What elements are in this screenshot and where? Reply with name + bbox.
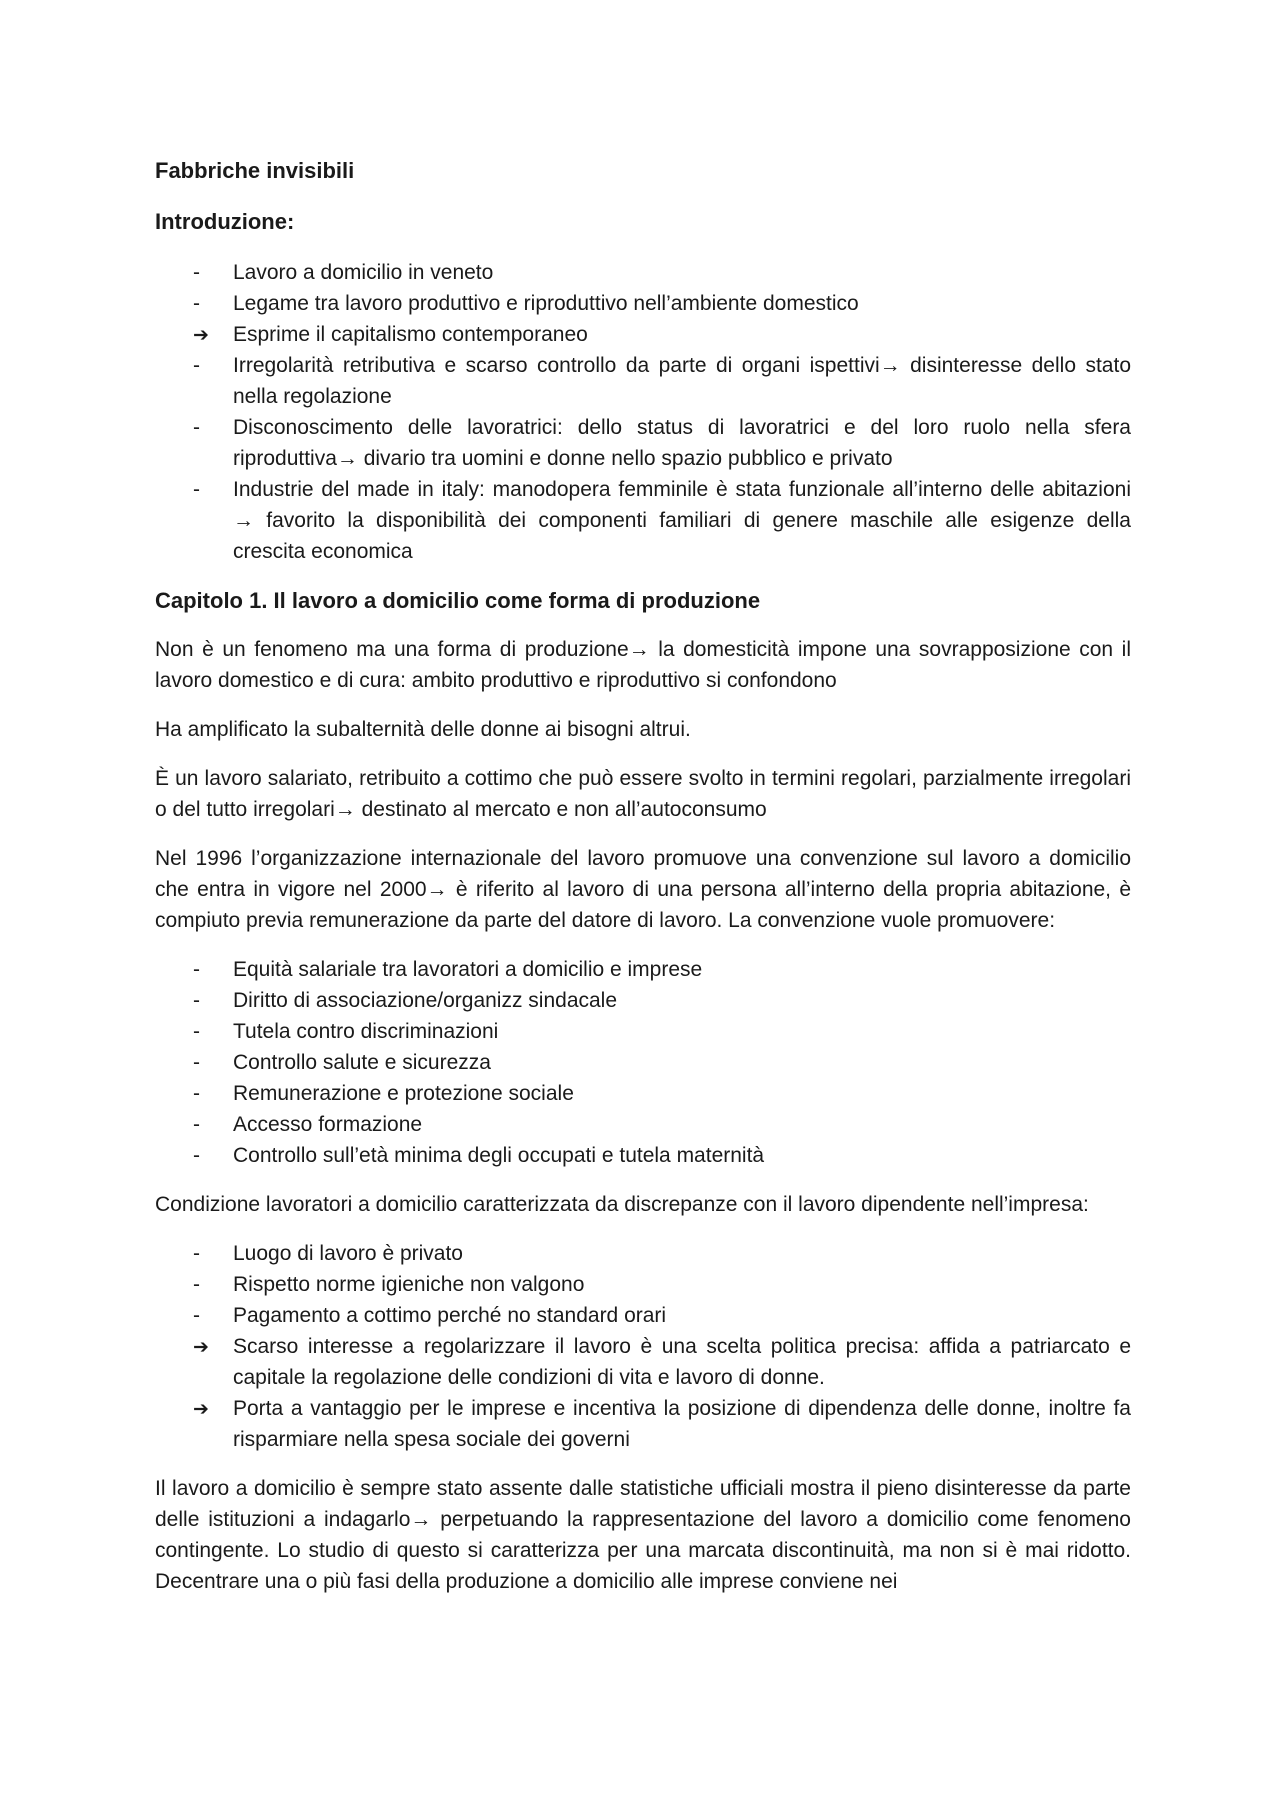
- list-item-text: Lavoro a domicilio in veneto: [233, 261, 494, 284]
- list-item: [155, 1047, 1131, 1078]
- list-item: [155, 412, 1131, 474]
- list-item: [155, 350, 1131, 412]
- chapter-1-heading: Capitolo 1. Il lavoro a domicilio come forma di produzione: [155, 588, 761, 613]
- dash-bullet-icon: [193, 985, 221, 1016]
- list-item-text: Disconoscimento delle lavoratrici: dello status di lavoratrici e del loro ruolo nella sfera riproduttiva→ divario tra uomini e donne nello spazio pubblico e privato: [233, 416, 1131, 470]
- dash-bullet-icon: [193, 1016, 221, 1047]
- dash-bullet-icon: [193, 474, 221, 505]
- list-item: [155, 1140, 1131, 1171]
- paragraph-6: Il lavoro a domicilio è sempre stato assente dalle statistiche ufficiali mostra il pieno disinteresse da parte delle istituzioni a indagarlo→ perpetuando la rappresentazione del lavoro a domicilio come fenomeno contingente. Lo studio di questo si caratterizza per una marcata discontinuità, ma non si è mai ridotto. Decentrare una o più fasi della produzione a domicilio alle imprese conviene nei: [155, 1477, 1131, 1593]
- list-item: [155, 1269, 1131, 1300]
- paragraph-2: Ha amplificato la subalternità delle donne ai bisogni altrui.: [155, 718, 691, 741]
- list-item-text: Luogo di lavoro è privato: [233, 1242, 463, 1265]
- list-item-text: Controllo sull’età minima degli occupati e tutela maternità: [233, 1144, 765, 1167]
- arrow-bullet-icon: [193, 1393, 221, 1425]
- list-item: [155, 474, 1131, 567]
- dash-bullet-icon: [193, 1300, 221, 1331]
- list-item: [155, 1078, 1131, 1109]
- list-item-text: Equità salariale tra lavoratori a domicilio e imprese: [233, 958, 703, 981]
- paragraph-4: Nel 1996 l’organizzazione internazionale del lavoro promuove una convenzione sul lavoro a domicilio che entra in vigore nel 2000→ è riferito al lavoro di una persona all’interno della propria abitazione, è compiuto previa remunerazione da parte del datore di lavoro. La convenzione vuole promuovere:: [155, 847, 1131, 932]
- dash-bullet-icon: [193, 1109, 221, 1140]
- dash-bullet-icon: [193, 412, 221, 443]
- list-item: [155, 257, 1131, 288]
- list-item: [155, 1331, 1131, 1393]
- list-item-text: Scarso interesse a regolarizzare il lavoro è una scelta politica precisa: affida a patriarcato e capitale la regolazione delle condizioni di vita e lavoro di donne.: [233, 1335, 1131, 1389]
- dash-bullet-icon: [193, 1269, 221, 1300]
- document-title: Fabbriche invisibili: [155, 158, 355, 183]
- list-item-text: Esprime il capitalismo contemporaneo: [233, 323, 588, 346]
- list-item: [155, 954, 1131, 985]
- list-item: [155, 1238, 1131, 1269]
- list-item-text: Remunerazione e protezione sociale: [233, 1082, 574, 1105]
- conditions-list: [155, 1238, 1131, 1455]
- dash-bullet-icon: [193, 288, 221, 319]
- list-item-text: Controllo salute e sicurezza: [233, 1051, 491, 1074]
- list-item: [155, 319, 1131, 350]
- list-item-text: Accesso formazione: [233, 1113, 423, 1136]
- dash-bullet-icon: [193, 1078, 221, 1109]
- intro-list: [155, 257, 1131, 567]
- list-item-text: Pagamento a cottimo perché no standard orari: [233, 1304, 667, 1327]
- dash-bullet-icon: [193, 350, 221, 381]
- list-item: [155, 1393, 1131, 1455]
- intro-heading: Introduzione:: [155, 209, 295, 234]
- list-item: [155, 288, 1131, 319]
- list-item-text: Industrie del made in italy: manodopera femminile è stata funzionale all’interno delle abitazioni → favorito la disponibilità dei componenti familiari di genere maschile alle esigenze della crescita economica: [233, 478, 1131, 563]
- convention-list: [155, 954, 1131, 1171]
- list-item: [155, 1300, 1131, 1331]
- dash-bullet-icon: [193, 1047, 221, 1078]
- list-item: [155, 1109, 1131, 1140]
- list-item-text: Legame tra lavoro produttivo e riproduttivo nell’ambiente domestico: [233, 292, 859, 315]
- dash-bullet-icon: [193, 1140, 221, 1171]
- dash-bullet-icon: [193, 1238, 221, 1269]
- paragraph-1: Non è un fenomeno ma una forma di produzione→ la domesticità impone una sovrapposizione con il lavoro domestico e di cura: ambito produttivo e riproduttivo si confondono: [155, 638, 1131, 692]
- paragraph-5: Condizione lavoratori a domicilio caratterizzata da discrepanze con il lavoro dipendente nell’impresa:: [155, 1193, 1089, 1216]
- list-item-text: Porta a vantaggio per le imprese e incentiva la posizione di dipendenza delle donne, inoltre fa risparmiare nella spesa sociale dei governi: [233, 1397, 1131, 1451]
- dash-bullet-icon: [193, 954, 221, 985]
- list-item: [155, 985, 1131, 1016]
- list-item: [155, 1016, 1131, 1047]
- dash-bullet-icon: [193, 257, 221, 288]
- list-item-text: Tutela contro discriminazioni: [233, 1020, 499, 1043]
- arrow-bullet-icon: [193, 1331, 221, 1363]
- list-item-text: Irregolarità retributiva e scarso controllo da parte di organi ispettivi→ disinteresse dello stato nella regolazione: [233, 354, 1131, 408]
- list-item-text: Rispetto norme igieniche non valgono: [233, 1273, 585, 1296]
- document-page: [155, 155, 1131, 1615]
- list-item-text: Diritto di associazione/organizz sindacale: [233, 989, 618, 1012]
- paragraph-3: È un lavoro salariato, retribuito a cottimo che può essere svolto in termini regolari, parzialmente irregolari o del tutto irregolari→ destinato al mercato e non all’autoconsumo: [155, 767, 1131, 821]
- arrow-bullet-icon: [193, 319, 221, 351]
